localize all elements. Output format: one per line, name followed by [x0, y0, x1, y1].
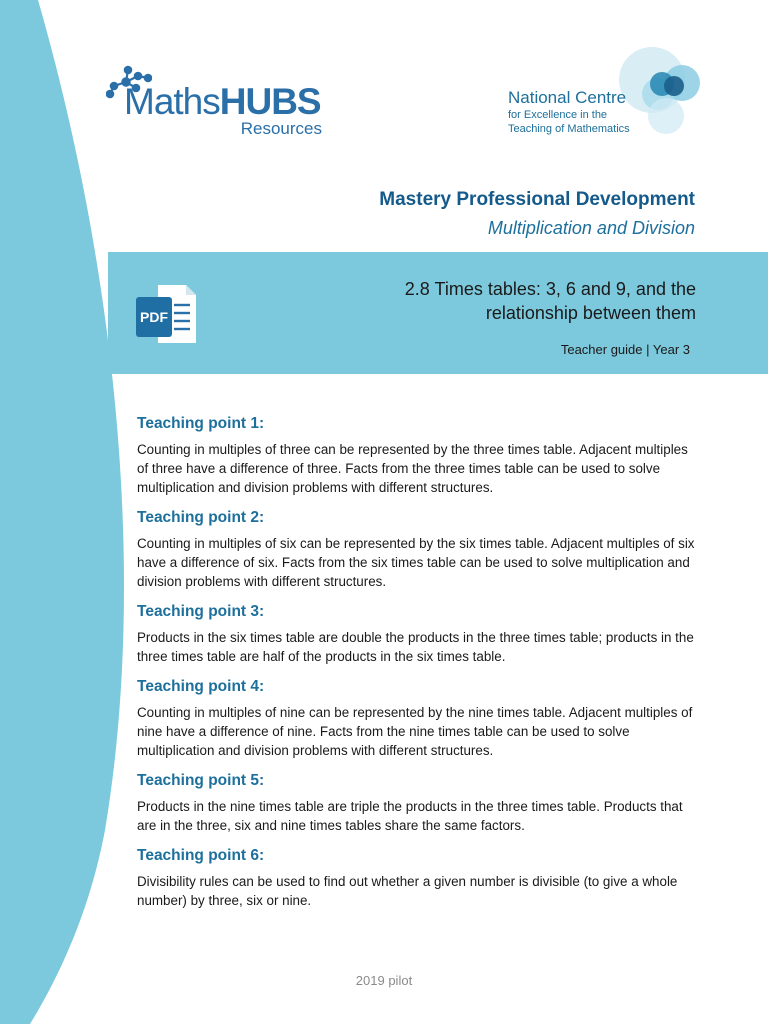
mathshubs-logo: [106, 64, 336, 144]
document-title: 2.8 Times tables: 3, 6 and 9, and the relationship between them: [404, 279, 696, 323]
mathshubs-wordmark: [124, 82, 321, 122]
ncetm-logo: [508, 46, 708, 146]
teaching-points: [137, 414, 697, 921]
series-title: Mastery Professional Development: [379, 189, 695, 210]
teaching-point-body: Counting in multiples of nine can be represented by the nine times table. Adjacent multiples of nine have a difference of nine. Facts from the nine times table can be used to solve multiplication and division problems with different structures.: [137, 705, 693, 758]
teaching-point-heading: Teaching point 5:: [137, 772, 265, 789]
teaching-point: [137, 677, 697, 760]
teaching-point-heading: Teaching point 2:: [137, 509, 265, 526]
teaching-point: [137, 771, 697, 835]
teaching-point-body: Counting in multiples of six can be represented by the six times table. Adjacent multiples of six have a difference of six. Facts from the six times table can be used to solve multiplication and division problems with different structures.: [137, 536, 695, 589]
teaching-point-heading: Teaching point 4:: [137, 678, 265, 695]
teaching-point: [137, 602, 697, 666]
teaching-point-body: Products in the nine times table are triple the products in the three times table. Products that are in the three, six and nine times tables share the same factors.: [137, 799, 683, 833]
teaching-point-heading: Teaching point 1:: [137, 415, 265, 432]
pdf-icon: [134, 283, 198, 345]
series-subtitle: Multiplication and Division: [487, 218, 695, 238]
logo-word-hubs: HUBS: [219, 81, 321, 122]
teaching-point-body: Products in the six times table are double the products in the three times table; products in the three times table are half of the products in the six times table.: [137, 630, 694, 664]
logo-subtitle: Resources: [240, 119, 322, 138]
teaching-point-heading: Teaching point 6:: [137, 847, 265, 864]
teaching-point-heading: Teaching point 3:: [137, 603, 265, 620]
ncetm-line-1: for Excellence in the: [508, 109, 608, 121]
teaching-point-body: Divisibility rules can be used to find out whether a given number is divisible (to give a whole number) by three, six or nine.: [137, 874, 678, 908]
teaching-point: [137, 846, 697, 910]
footer-label: [0, 973, 768, 988]
logo-word-maths: Maths: [124, 81, 220, 122]
document-meta: Teacher guide | Year 3: [560, 342, 690, 357]
teaching-point-body: Counting in multiples of three can be represented by the three times table. Adjacent multiples of three have a difference of three. Facts from the three times table can be used to solve multiplication and division problems with different structures.: [137, 442, 688, 495]
teaching-point: [137, 414, 697, 497]
pdf-label: PDF: [140, 309, 168, 325]
ncetm-title: National Centre: [508, 88, 627, 107]
footer-text: 2019 pilot: [355, 973, 413, 988]
ncetm-line-2: Teaching of Mathematics: [508, 123, 630, 135]
decorative-side-arc: [0, 0, 140, 1024]
teaching-point: [137, 508, 697, 591]
